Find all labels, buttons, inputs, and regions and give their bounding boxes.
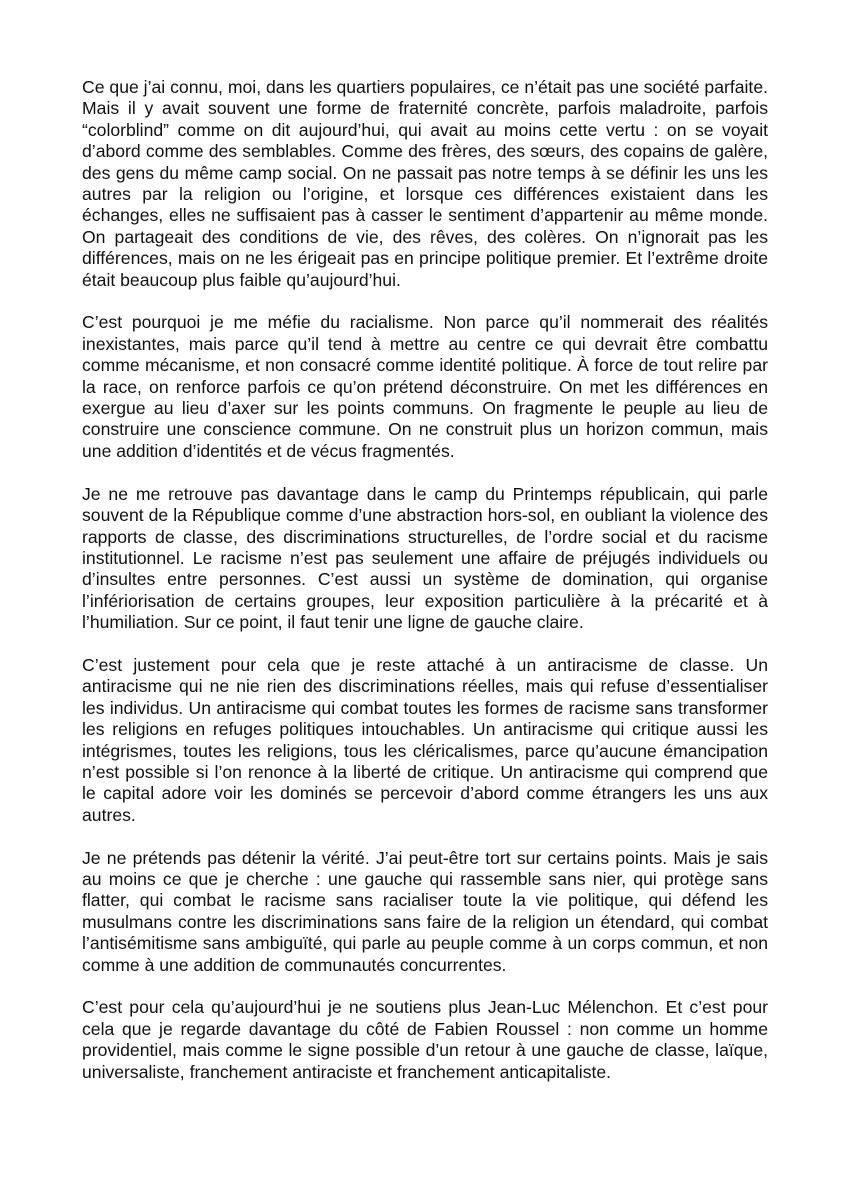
paragraph-printemps-republicain: Je ne me retrouve pas davantage dans le camp du Printemps républicain, qui parle souvent de la République comme d’une abstraction hors-sol, en oubliant la violence des rapports de classe, des discriminations structurelles, de l’ordre social et du racisme institutionnel. Le racisme n’est pas seulement une affaire de préjugés individuels ou d’insultes entre personnes. C’est aussi un système de domination, qui organise l’infériorisation de certains groupes, leur exposition particulière à la précarité et à l’humiliation. Sur ce point, il faut tenir une ligne de gauche claire. — [82, 483, 768, 633]
paragraph-racialisme: C’est pourquoi je me méfie du racialisme. Non parce qu’il nommerait des réalités inexistantes, mais parce qu’il tend à mettre au centre ce qui devrait être combattu comme mécanisme, et non consacré comme identité politique. À force de tout relire par la race, on renforce parfois ce qu’on prétend déconstruire. On met les différences en exergue au lieu d’axer sur les points communs. On fragmente le peuple au lieu de construire une conscience commune. On ne construit plus un horizon commun, mais une addition d’identités et de vécus fragmentés. — [82, 312, 768, 461]
paragraph-antiracisme-de-classe: C’est justement pour cela que je reste attaché à un antiracisme de classe. Un antiracisme qui ne nie rien des discriminations réelles, mais qui refuse d’essentialiser les individus. Un antiracisme qui combat toutes les formes de racisme sans transformer les religions en refuges politiques intouchables. Un antiracisme qui critique aussi les intégrismes, toutes les religions, tous les cléricalismes, parce qu’aucune émancipation n’est possible si l’on renonce à la liberté de critique. Un antiracisme qui comprend que le capital adore voir les dominés se percevoir d’abord comme étrangers les uns aux autres. — [82, 654, 768, 825]
paragraph-verite: Je ne prétends pas détenir la vérité. J’ai peut-être tort sur certains points. Mais je sais au moins ce que je cherche : une gauche qui rassemble sans nier, qui protège sans flatter, qui combat le racisme sans racialiser toute la vie politique, qui défend les musulmans contre les discriminations sans faire de la religion un étendard, qui combat l’antisémitisme sans ambiguïté, qui parle au peuple comme à un corps commun, et non comme à une addition de communautés concurrentes. — [82, 847, 768, 975]
paragraph-conclusion: C’est pour cela qu’aujourd’hui je ne soutiens plus Jean-Luc Mélenchon. Et c’est pour cela que je regarde davantage du côté de Fabien Roussel : non comme un homme providentiel, mais comme le signe possible d’un retour à une gauche de classe, laïque, universaliste, franchement antiraciste et franchement anticapitaliste. — [82, 997, 768, 1082]
document-body — [82, 77, 768, 1104]
paragraph-quartiers-populaires: Ce que j’ai connu, moi, dans les quartiers populaires, ce n’était pas une société parfaite. Mais il y avait souvent une forme de fraternité concrète, parfois maladroite, parfois “colorblind” comme on dit aujourd’hui, qui avait au moins cette vertu : on se voyait d’abord comme des semblables. Comme des frères, des sœurs, des copains de galère, des gens du même camp social. On ne passait pas notre temps à se définir les uns les autres par la religion ou l’origine, et lorsque ces différences existaient dans les échanges, elles ne suffisaient pas à casser le sentiment d’appartenir au même monde. On partageait des conditions de vie, des rêves, des colères. On n’ignorait pas les différences, mais on ne les érigeait pas en principe politique premier. Et l’extrême droite était beaucoup plus faible qu’aujourd’hui. — [82, 77, 768, 290]
